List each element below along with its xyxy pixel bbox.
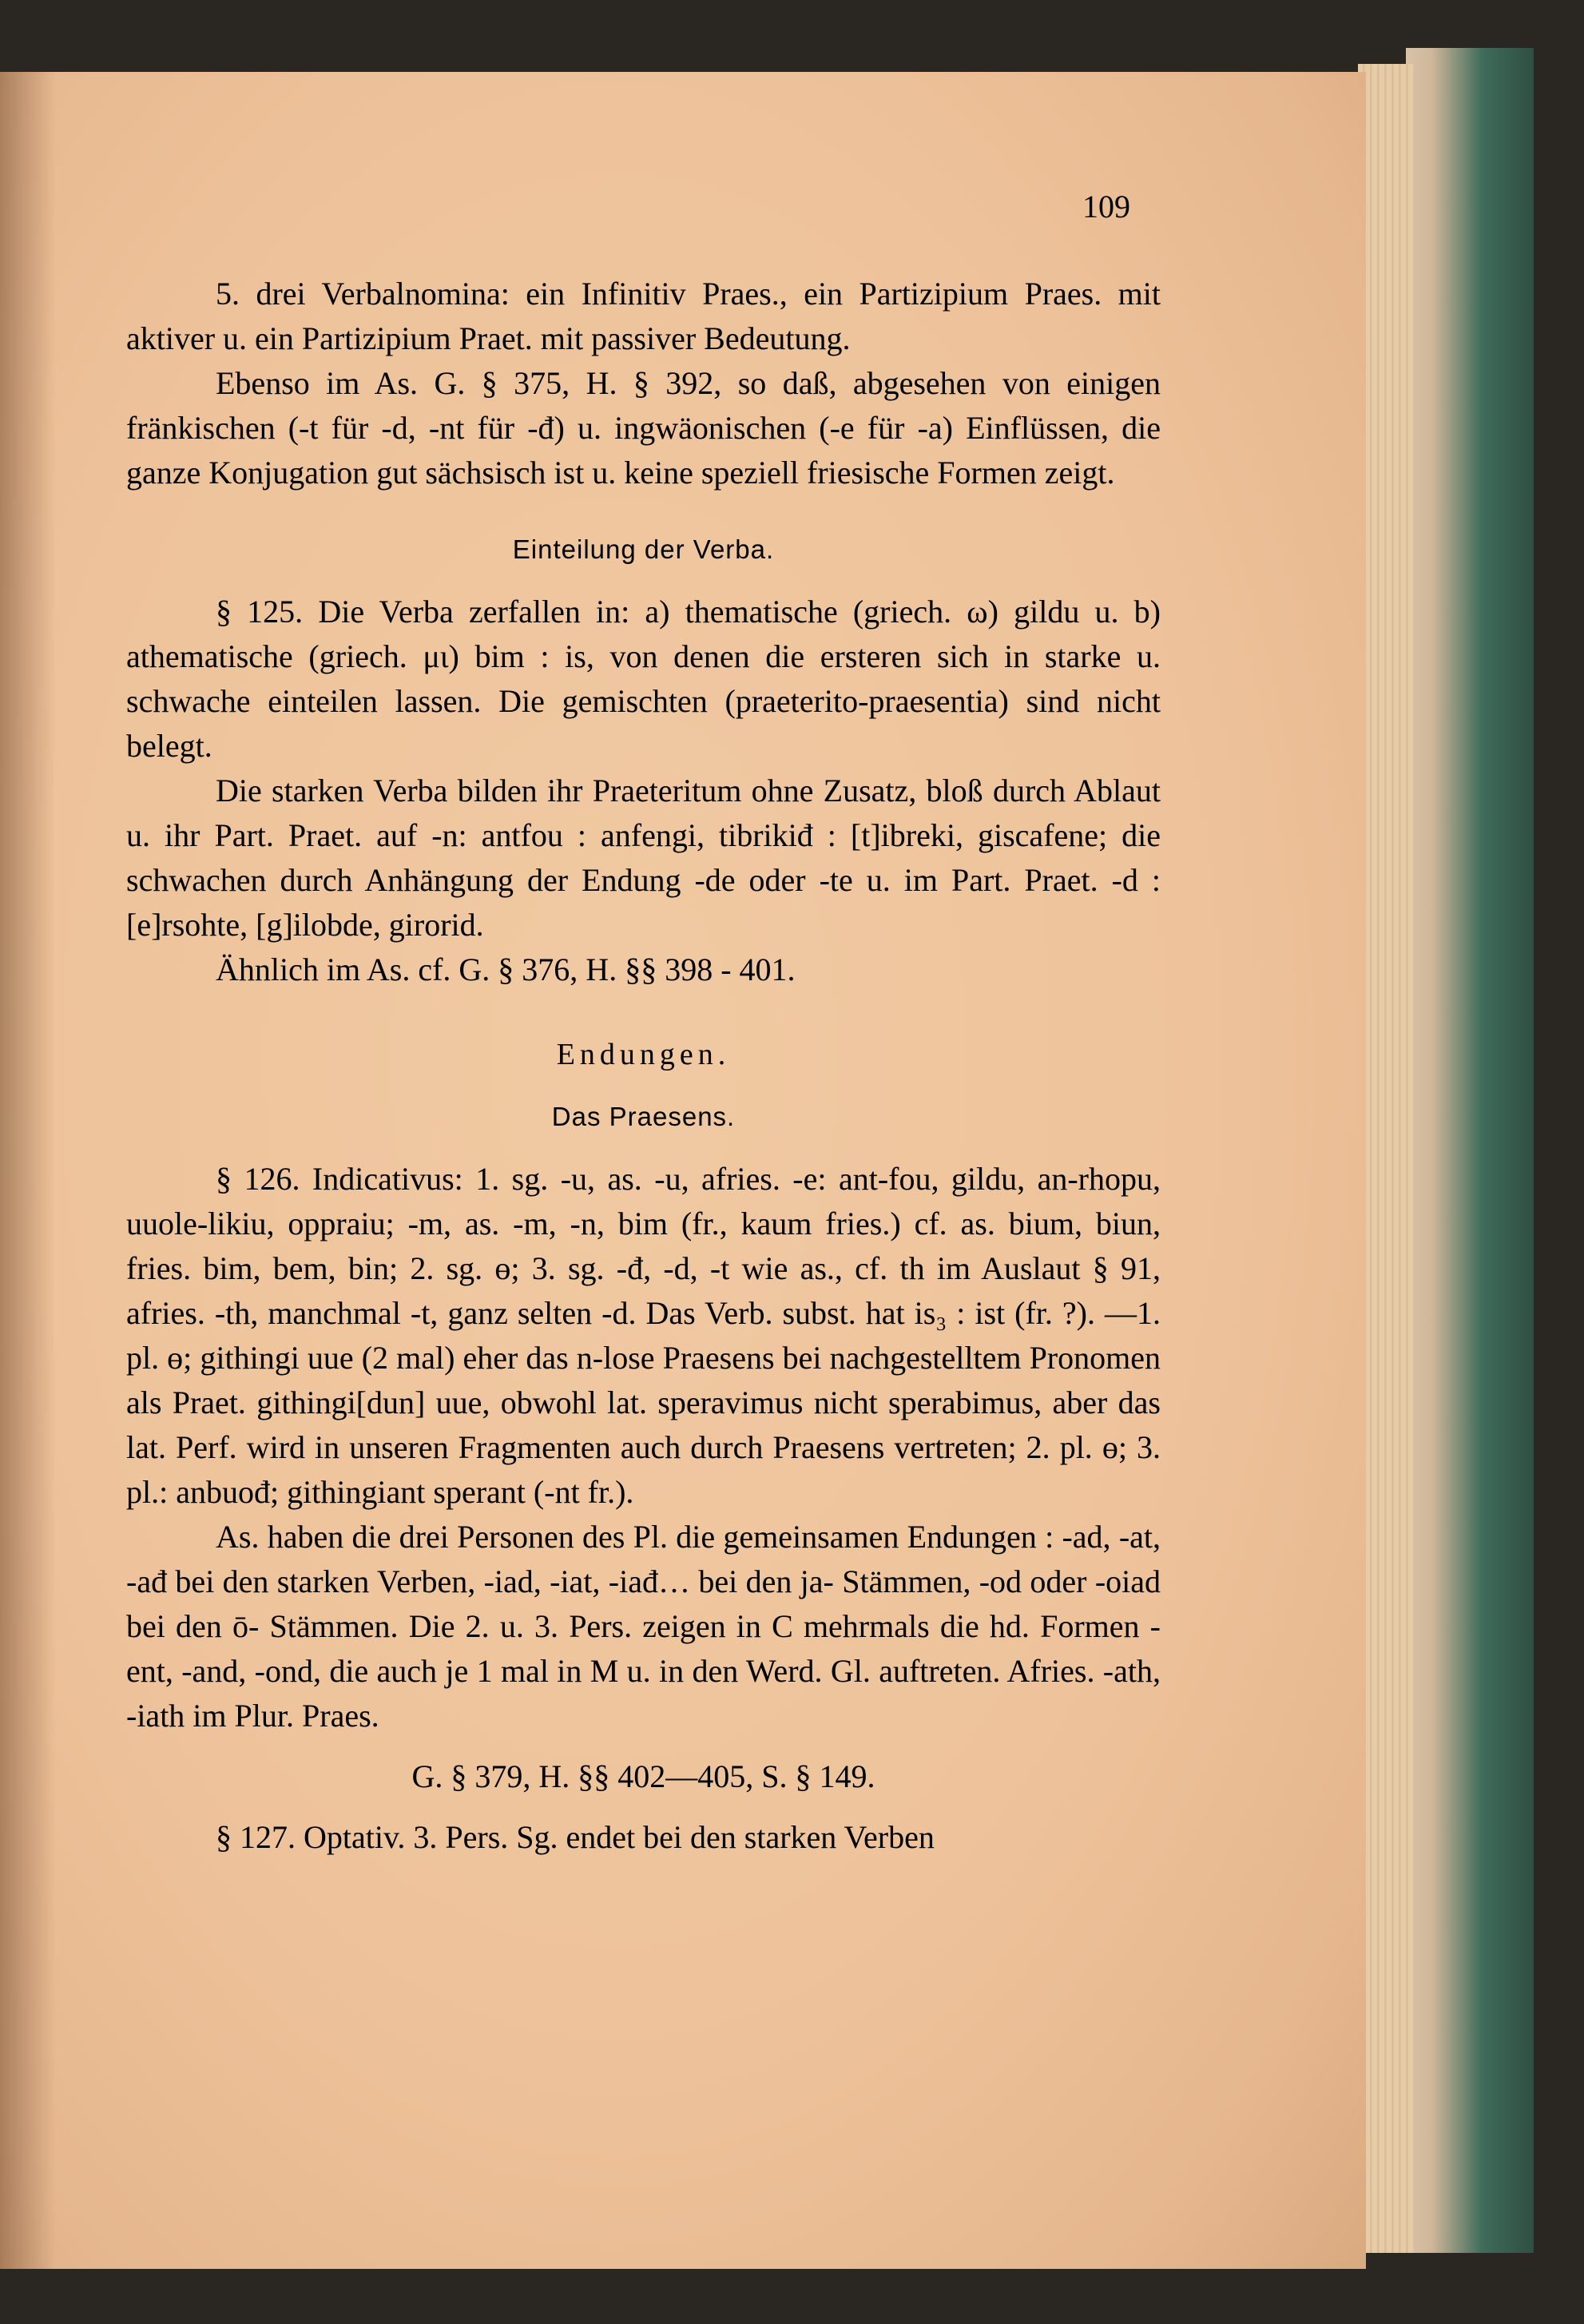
paragraph: Ähnlich im As. cf. G. § 376, H. §§ 398 - 401.	[216, 951, 796, 987]
paragraph: Ebenso im As. G. § 375, H. § 392, so daß, abgesehen von einigen fränkischen (-t für -d, -nt für -đ) u. ingwäonischen (-e für -a) Einflüssen, die ganze Konjugation gut sächsisch ist u. keine speziell friesische Formen zeigt.	[126, 365, 1161, 491]
paragraph: § 127. Optativ. 3. Pers. Sg. endet bei den starken Verben	[216, 1819, 935, 1855]
paragraph: § 125. Die Verba zerfallen in: a) thematische (griech. ω) gildu u. b) athematische (griech. μι) bim : is, von denen die ersteren sich in starke u. schwache einteilen lassen. Die gemischten (praeterito-praesentia) sind nicht belegt.	[126, 594, 1161, 764]
paragraph: Die starken Verba bilden ihr Praeteritum ohne Zusatz, bloß durch Ablaut u. ihr Part. Praet. auf -n: antfou : anfengi, tibrikiđ : [t]ibreki, giscafene; die schwachen durch Anhängung der Endung -de oder -te u. im Part. Praet. -d : [e]rsohte, [g]ilobde, girorid.	[126, 773, 1161, 943]
section-heading: Einteilung der Verba.	[512, 534, 775, 564]
page-number: 109	[1082, 189, 1130, 224]
paragraph: 5. drei Verbalnomina: ein Infinitiv Praes., ein Partizipium Praes. mit aktiver u. ein Partizipium Praet. mit passiver Bedeutung.	[126, 276, 1161, 356]
book-cover-edge	[1406, 48, 1534, 2253]
paragraph: G. § 379, H. §§ 402—405, S. § 149.	[411, 1758, 875, 1794]
paragraph: As. haben die drei Personen des Pl. die gemeinsamen Endungen : -ad, -at, -ađ bei den starken Verben, -iad, -iat, -iađ… bei den ja- Stämmen, -od oder -oiad bei den ō- Stämmen. Die 2. u. 3. Pers. zeigen in C mehrmals die hd. Formen -ent, -and, -ond, die auch je 1 mal in M u. in den Werd. Gl. auftreten. Afries. -ath, -iath im Plur. Praes.	[126, 1519, 1161, 1734]
section-heading: Das Praesens.	[551, 1102, 736, 1131]
gutter-shadow	[0, 72, 56, 2269]
paragraph: § 126. Indicativus: 1. sg. -u, as. -u, afries. -e: ant-fou, gildu, an-rhopu, uuole-likiu, oppraiu; -m, as. -m, -n, bim (fr., kaum fries.) cf. as. bium, biun, fries. bim, bem, bin; 2. sg. ɵ; 3. sg. -đ, -d, -t wie as., cf. th im Auslaut § 91, afries. -th, manchmal -t, ganz selten -d. Das Verb. subst. hat is₃ : ist (fr. ?). —1. pl. ɵ; githingi uue (2 mal) eher das n-lose Praesens bei nachgestelltem Pronomen als Praet. githingi[dun] uue, obwohl lat. speravimus nicht sperabimus, aber das lat. Perf. wird in unseren Fragmenten auch durch Praesens vertreten; 2. pl. ɵ; 3. pl.: anbuođ; githingiant sperant (-nt fr.).	[126, 1161, 1161, 1510]
page-stack-edge	[1358, 64, 1414, 2253]
page-text	[126, 112, 1161, 1860]
section-heading: Endungen.	[556, 1038, 731, 1071]
